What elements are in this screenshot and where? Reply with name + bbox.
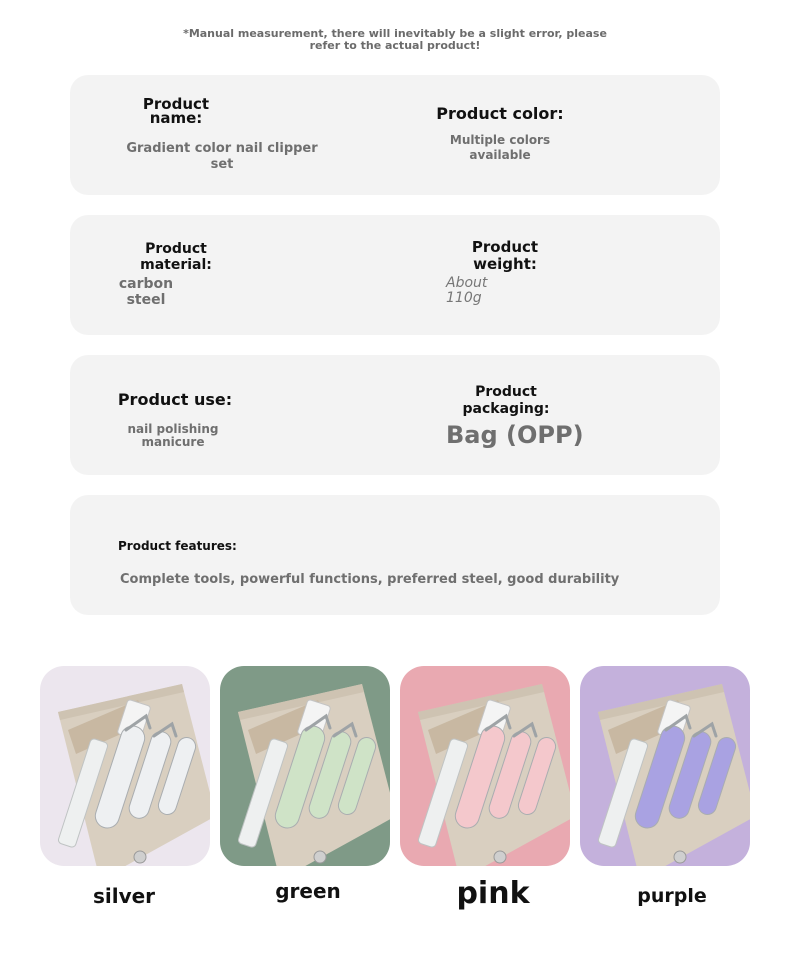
variant-label-green: green (275, 879, 341, 903)
product-color-value: Multiple colors available (449, 133, 551, 162)
variant-label-purple: purple (637, 885, 707, 907)
product-use-label: Product use: (117, 390, 233, 409)
product-photo-green (220, 666, 390, 866)
measurement-notice (150, 28, 640, 52)
product-photo-pink (400, 666, 570, 866)
product-weight-value: About 110g (446, 275, 488, 306)
variant-label-silver: silver (92, 884, 156, 908)
product-packaging-label: Product packaging: (462, 384, 550, 417)
product-photo-purple (580, 666, 750, 866)
notice-line-1: *Manual measurement, there will inevitably be a slight error, please (183, 27, 607, 40)
spec-card-features (70, 495, 720, 615)
pouch-snap-button (494, 851, 506, 863)
variant-photo-pink (400, 666, 570, 866)
variant-label-pink: pink (456, 876, 530, 911)
product-use-value: nail polishing manicure (127, 422, 219, 449)
product-features-label: Product features: (118, 539, 237, 553)
spec-card-use-packaging (70, 355, 720, 475)
product-packaging-value: Bag (OPP) (446, 421, 584, 449)
product-photo-silver (40, 666, 210, 866)
notice-line-2: refer to the actual product! (309, 39, 481, 52)
variant-photo-green (220, 666, 390, 866)
variant-photo-purple (580, 666, 750, 866)
product-features-value: Complete tools, powerful functions, preferred steel, good durability (120, 572, 620, 587)
variant-photo-silver (40, 666, 210, 866)
pouch-snap-button (674, 851, 686, 863)
product-material-value: carbon steel (118, 276, 174, 308)
product-weight-label: Product weight: (471, 238, 539, 273)
spec-card-name-color (70, 75, 720, 195)
pouch-snap-button (314, 851, 326, 863)
product-name-label: Product name: (142, 95, 210, 127)
product-name-value: Gradient color nail clipper set (126, 141, 318, 172)
product-color-label: Product color: (436, 104, 564, 123)
product-material-label: Product material: (140, 241, 212, 273)
spec-card-material-weight (70, 215, 720, 335)
pouch-snap-button (134, 851, 146, 863)
